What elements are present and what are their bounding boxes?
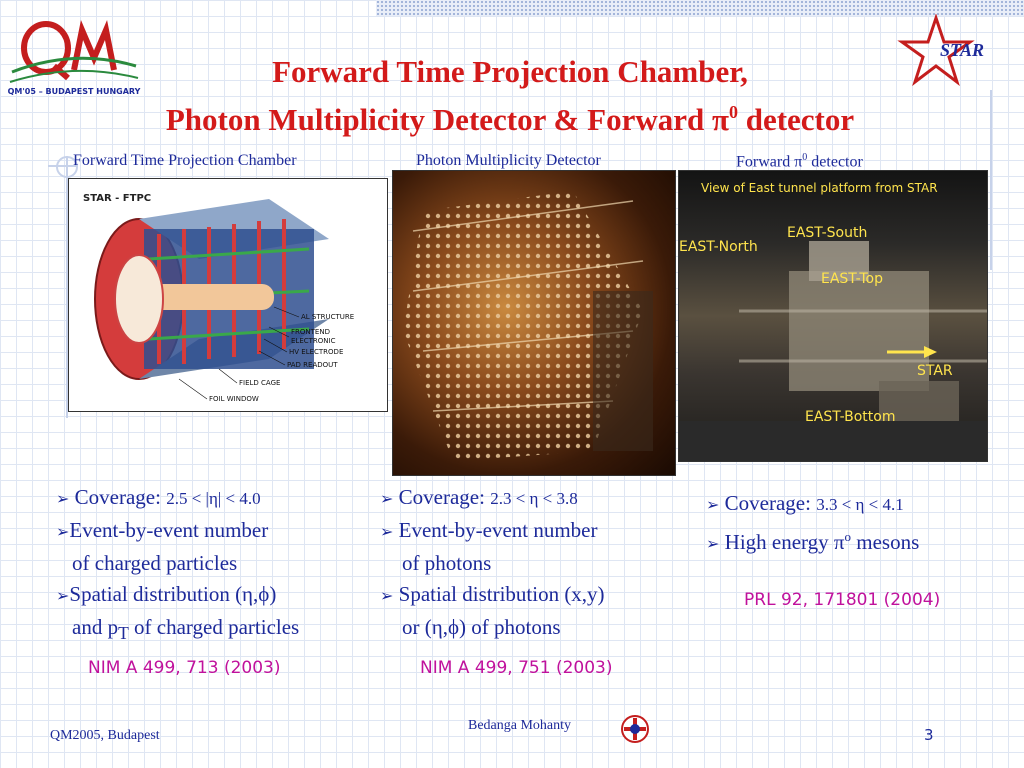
ftpc-event-line2: of charged particles: [72, 551, 238, 575]
title-line-2-end: detector: [737, 102, 855, 137]
qm-logo-text: QM'05 – BUDAPEST HUNGARY: [7, 87, 141, 96]
ftpc-spatial-line2: [56, 612, 299, 649]
arrow-bullet-icon: ➢: [380, 588, 394, 605]
pmd-spatial-line1: Spatial distribution (x,y): [398, 582, 605, 606]
ftpc-event-line1: Event-by-event number: [69, 518, 269, 542]
ftpc-spatial-line2-a: and p: [72, 615, 119, 639]
vecc-logo-icon: [620, 714, 650, 744]
footer-conference: QM2005, Budapest: [50, 728, 160, 743]
fpd-label-star: STAR: [917, 363, 953, 379]
ftpc-spatial-line1: Spatial distribution (η,ϕ): [69, 582, 277, 606]
decor-vertical-line-right: [990, 90, 992, 270]
arrow-bullet-icon: ➢: [56, 524, 70, 541]
fpd-reference: PRL 92, 171801 (2004): [744, 590, 941, 610]
fpd-coverage-label: Coverage:: [724, 491, 817, 515]
caption-fpd-sup: 0: [802, 152, 808, 163]
arrow-bullet-icon: ➢: [56, 491, 70, 508]
fpd-bullet-energy: [706, 521, 919, 560]
fpd-bullet-coverage: [706, 488, 919, 521]
arrow-bullet-icon: ➢: [706, 497, 720, 514]
ftpc-label-field-cage: FIELD CAGE: [239, 379, 281, 387]
pmd-coverage-value: 2.3 < η < 3.8: [490, 489, 578, 508]
pmd-bullets: [380, 482, 605, 643]
pmd-event-line1: Event-by-event number: [398, 518, 598, 542]
ftpc-diagram-image: [68, 178, 388, 412]
ftpc-bullet-spatial: [56, 579, 299, 612]
fpd-label-east-top: EAST-Top: [821, 271, 883, 287]
fpd-energy-sup: o: [844, 529, 852, 544]
caption-ftpc: Forward Time Projection Chamber: [73, 152, 297, 169]
title-line-2-text: Photon Multiplicity Detector & Forward π: [165, 102, 729, 137]
ftpc-coverage-label: Coverage:: [74, 485, 167, 509]
caption-fpd: [736, 152, 863, 171]
ftpc-label-electronic: ELECTRONIC: [291, 337, 336, 345]
title-line-2: [60, 92, 960, 140]
ftpc-bullets: [56, 482, 299, 649]
ftpc-spatial-line2-sub: T: [118, 623, 129, 644]
title-line-2-sup: 0: [728, 102, 738, 122]
fpd-label-east-south: EAST-South: [787, 225, 868, 241]
ftpc-bullet-event: [56, 515, 299, 548]
pmd-reference: NIM A 499, 751 (2003): [420, 658, 613, 678]
pmd-bullet-event: [380, 515, 605, 548]
ftpc-label-foil-window: FOIL WINDOW: [209, 395, 259, 403]
pmd-event-line2: of photons: [402, 551, 492, 575]
ftpc-label-frontend: FRONTEND: [291, 328, 330, 336]
arrow-bullet-icon: ➢: [380, 524, 394, 541]
pmd-spatial-line2: or (η,ϕ) of photons: [402, 615, 561, 639]
ftpc-image-label: STAR - FTPC: [83, 193, 152, 204]
fpd-label-view: View of East tunnel platform from STAR: [701, 181, 938, 195]
fpd-label-east-bottom: EAST-Bottom: [805, 409, 896, 425]
fpd-energy-text: High energy π: [724, 530, 845, 554]
ftpc-label-al-structure: AL STRUCTURE: [301, 313, 355, 321]
ftpc-label-hv-electrode: HV ELECTRODE: [289, 348, 344, 356]
fpd-coverage-value: 3.3 < η < 4.1: [816, 495, 904, 514]
page-title: [60, 52, 960, 140]
ftpc-coverage-value: 2.5 < |η| < 4.0: [166, 489, 261, 508]
caption-pmd: Photon Multiplicity Detector: [416, 152, 601, 169]
arrow-bullet-icon: ➢: [56, 588, 70, 605]
pmd-bullet-spatial: [380, 579, 605, 612]
ftpc-reference: NIM A 499, 713 (2003): [88, 658, 281, 678]
star-logo-text: STAR: [939, 40, 985, 60]
pmd-coverage-label: Coverage:: [398, 485, 491, 509]
fpd-label-east-north: EAST-North: [679, 239, 758, 255]
fpd-photo: [678, 170, 988, 462]
fpd-bullets: [706, 488, 919, 560]
ftpc-spatial-line2-b: of charged particles: [128, 615, 300, 639]
arrow-bullet-icon: ➢: [380, 491, 394, 508]
footer-author: Bedanga Mohanty: [468, 718, 572, 733]
pmd-bullet-coverage: [380, 482, 605, 515]
caption-fpd-text: Forward π: [736, 153, 803, 171]
arrow-bullet-icon: ➢: [706, 536, 720, 553]
ftpc-bullet-coverage: [56, 482, 299, 515]
pmd-photo: [392, 170, 676, 476]
page-number: 3: [924, 726, 934, 744]
title-line-1: Forward Time Projection Chamber,: [272, 54, 748, 89]
ftpc-label-pad-readout: PAD READOUT: [287, 361, 338, 369]
fpd-energy-end: mesons: [851, 530, 920, 554]
caption-fpd-end: detector: [807, 153, 863, 171]
